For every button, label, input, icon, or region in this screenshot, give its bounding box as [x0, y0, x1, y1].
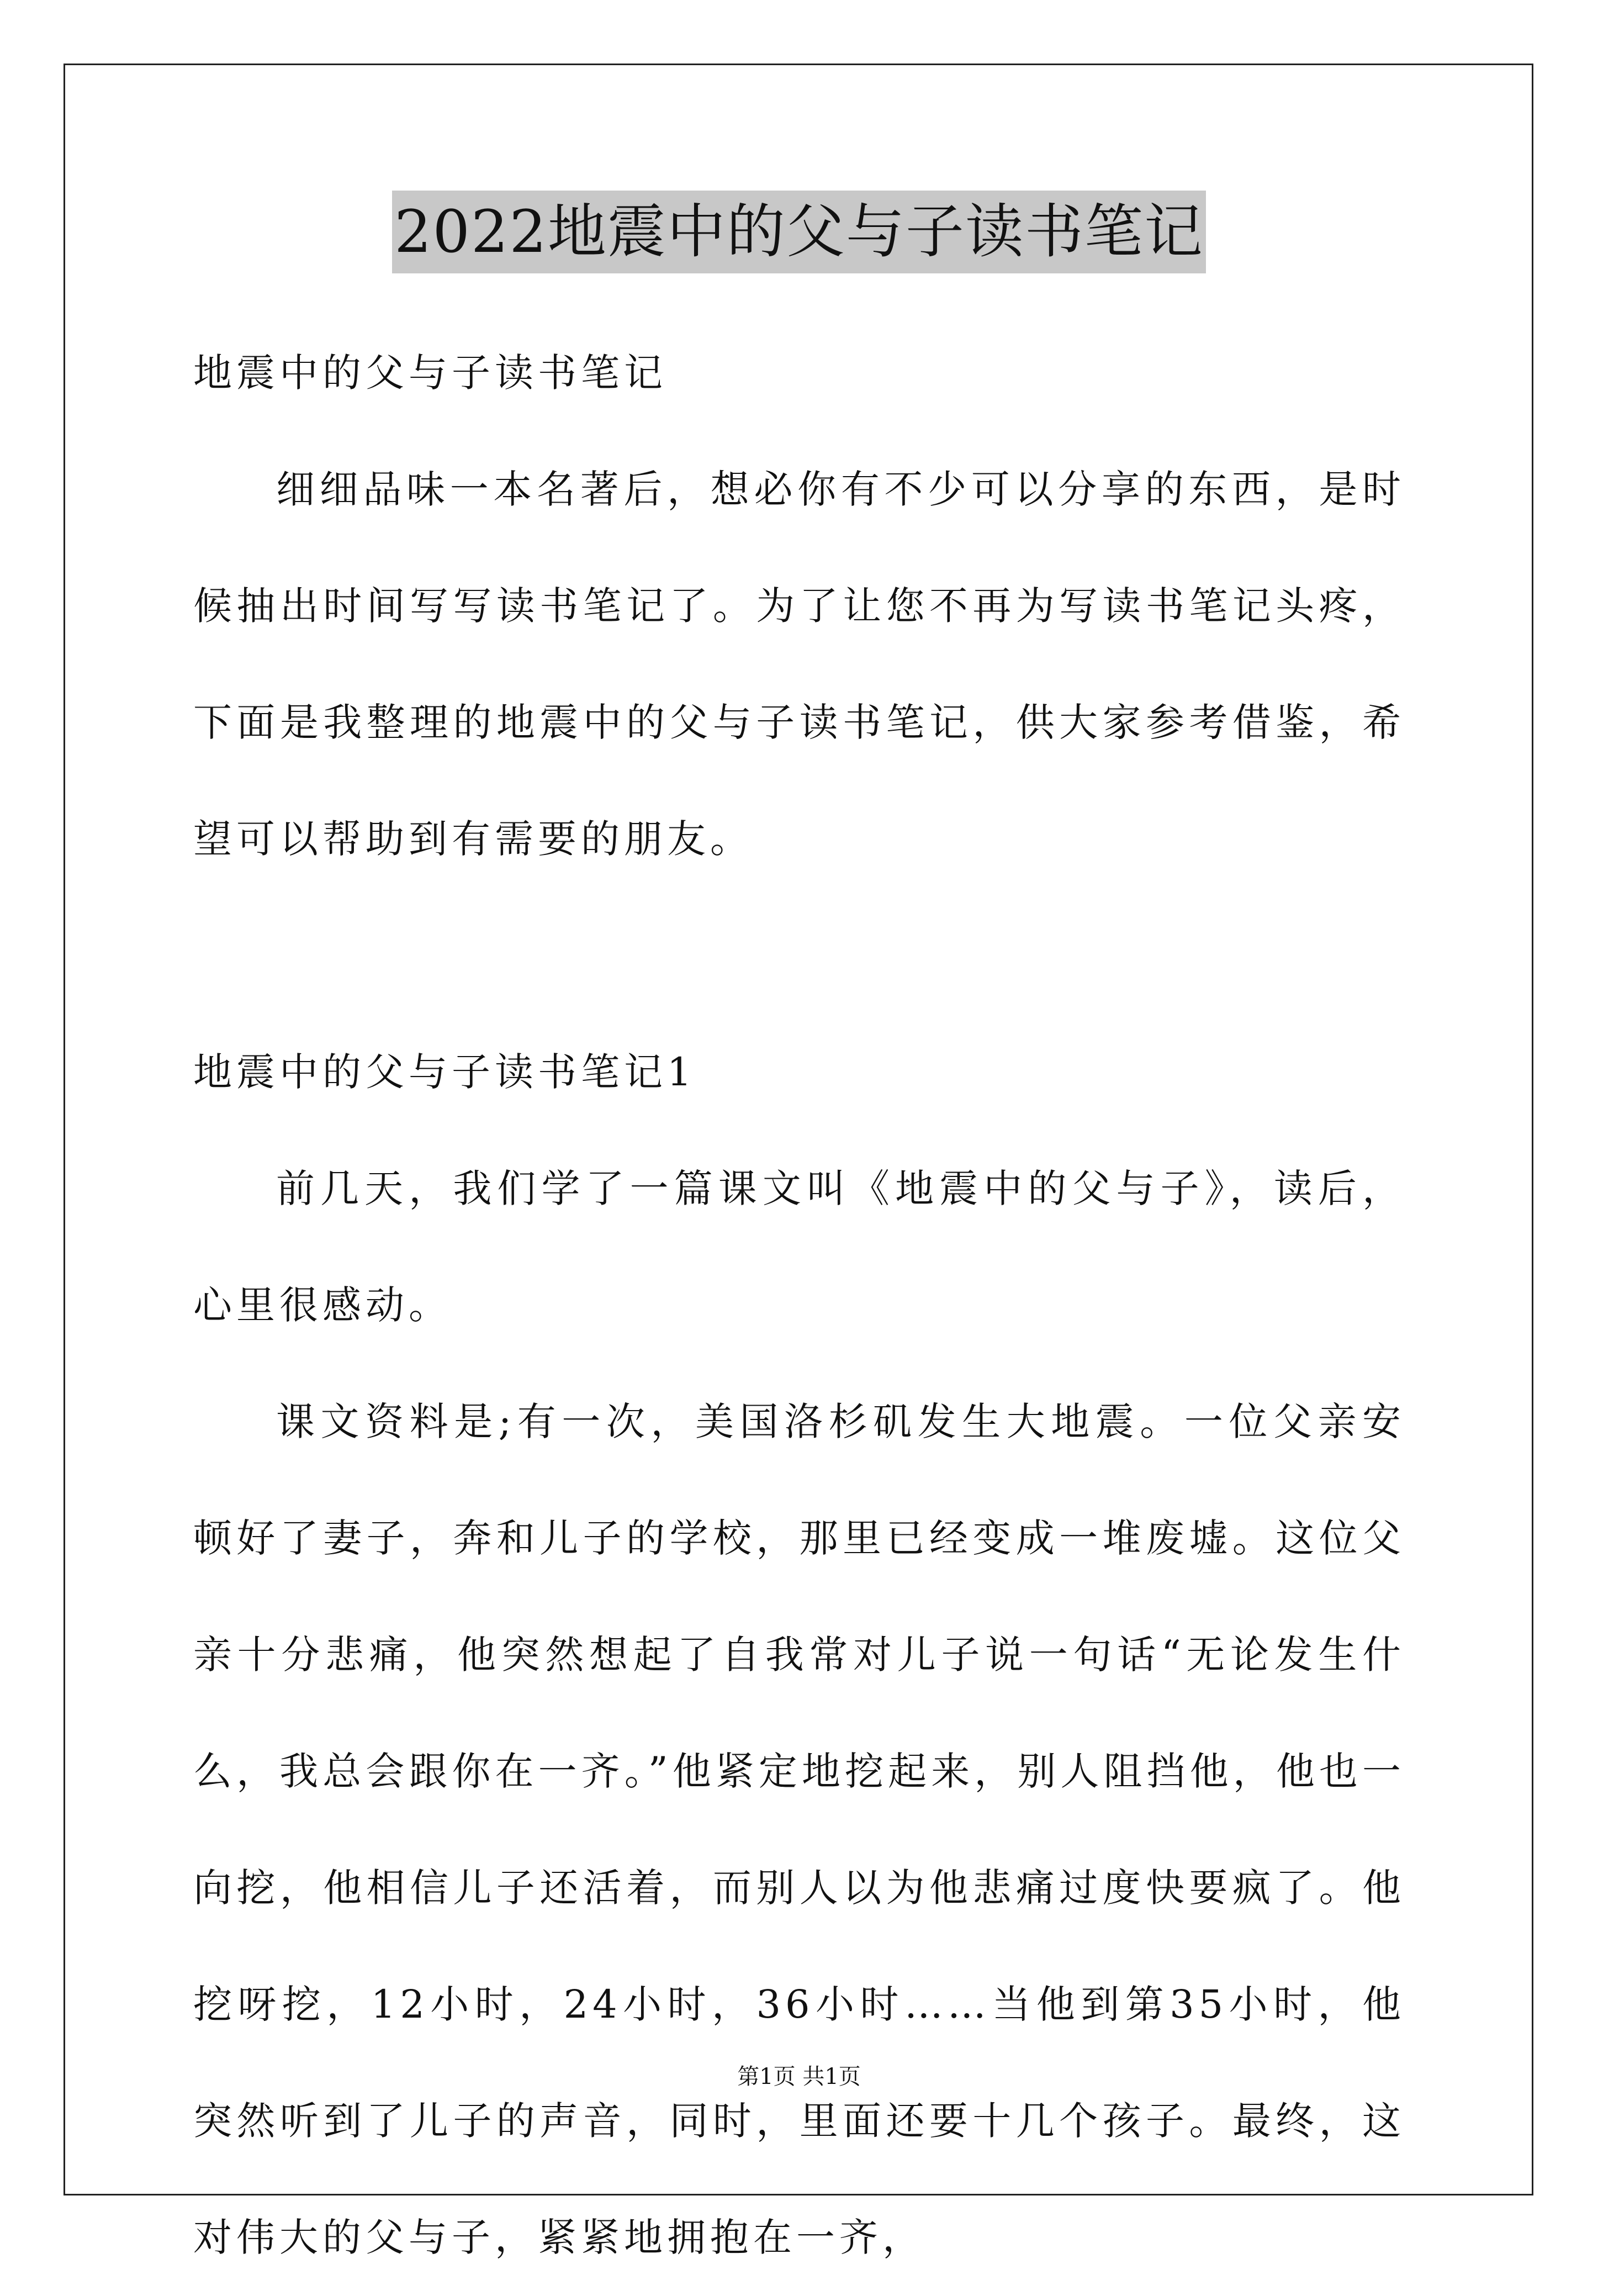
- page-footer: 第1页 共1页: [737, 2064, 861, 2089]
- body-paragraph: 前几天，我们学了一篇课文叫《地震中的父与子》，读后，心里很感动。: [193, 1166, 1405, 1328]
- body-paragraph: 课文资料是;有一次，美国洛杉矶发生大地震。一位父亲安顿好了妻子，奔和儿子的学校，那里已经变成一堆废墟。这位父亲十分悲痛，他突然想起了自我常对儿子说一句话“无论发生什么，我总会跟你在一齐。”他紧定地挖起来，别人阻挡他，他也一向挖，他相信儿子还活着，而别人以为他悲痛过度快要疯了。他挖呀挖，12小时，24小时，36小时……当他到第35小时，他突然听到了儿子的声音，同时，里面还要十几个孩子。最终，这对伟大的父与子，紧紧地拥抱在一齐，: [193, 1399, 1405, 2260]
- document-title: 2022地震中的父与子读书笔记: [392, 191, 1206, 273]
- section-heading: 地震中的父与子读书笔记1: [193, 1049, 696, 1095]
- title-container: [0, 191, 1598, 273]
- document-subtitle: 地震中的父与子读书笔记: [193, 350, 667, 395]
- document-body: [193, 315, 1405, 2296]
- intro-paragraph: 细细品味一本名著后，想必你有不少可以分享的东西，是时候抽出时间写写读书笔记了。为了让您不再为写读书笔记头疼，下面是我整理的地震中的父与子读书笔记，供大家参考借鉴，希望可以帮助到有需要的朋友。: [193, 467, 1405, 862]
